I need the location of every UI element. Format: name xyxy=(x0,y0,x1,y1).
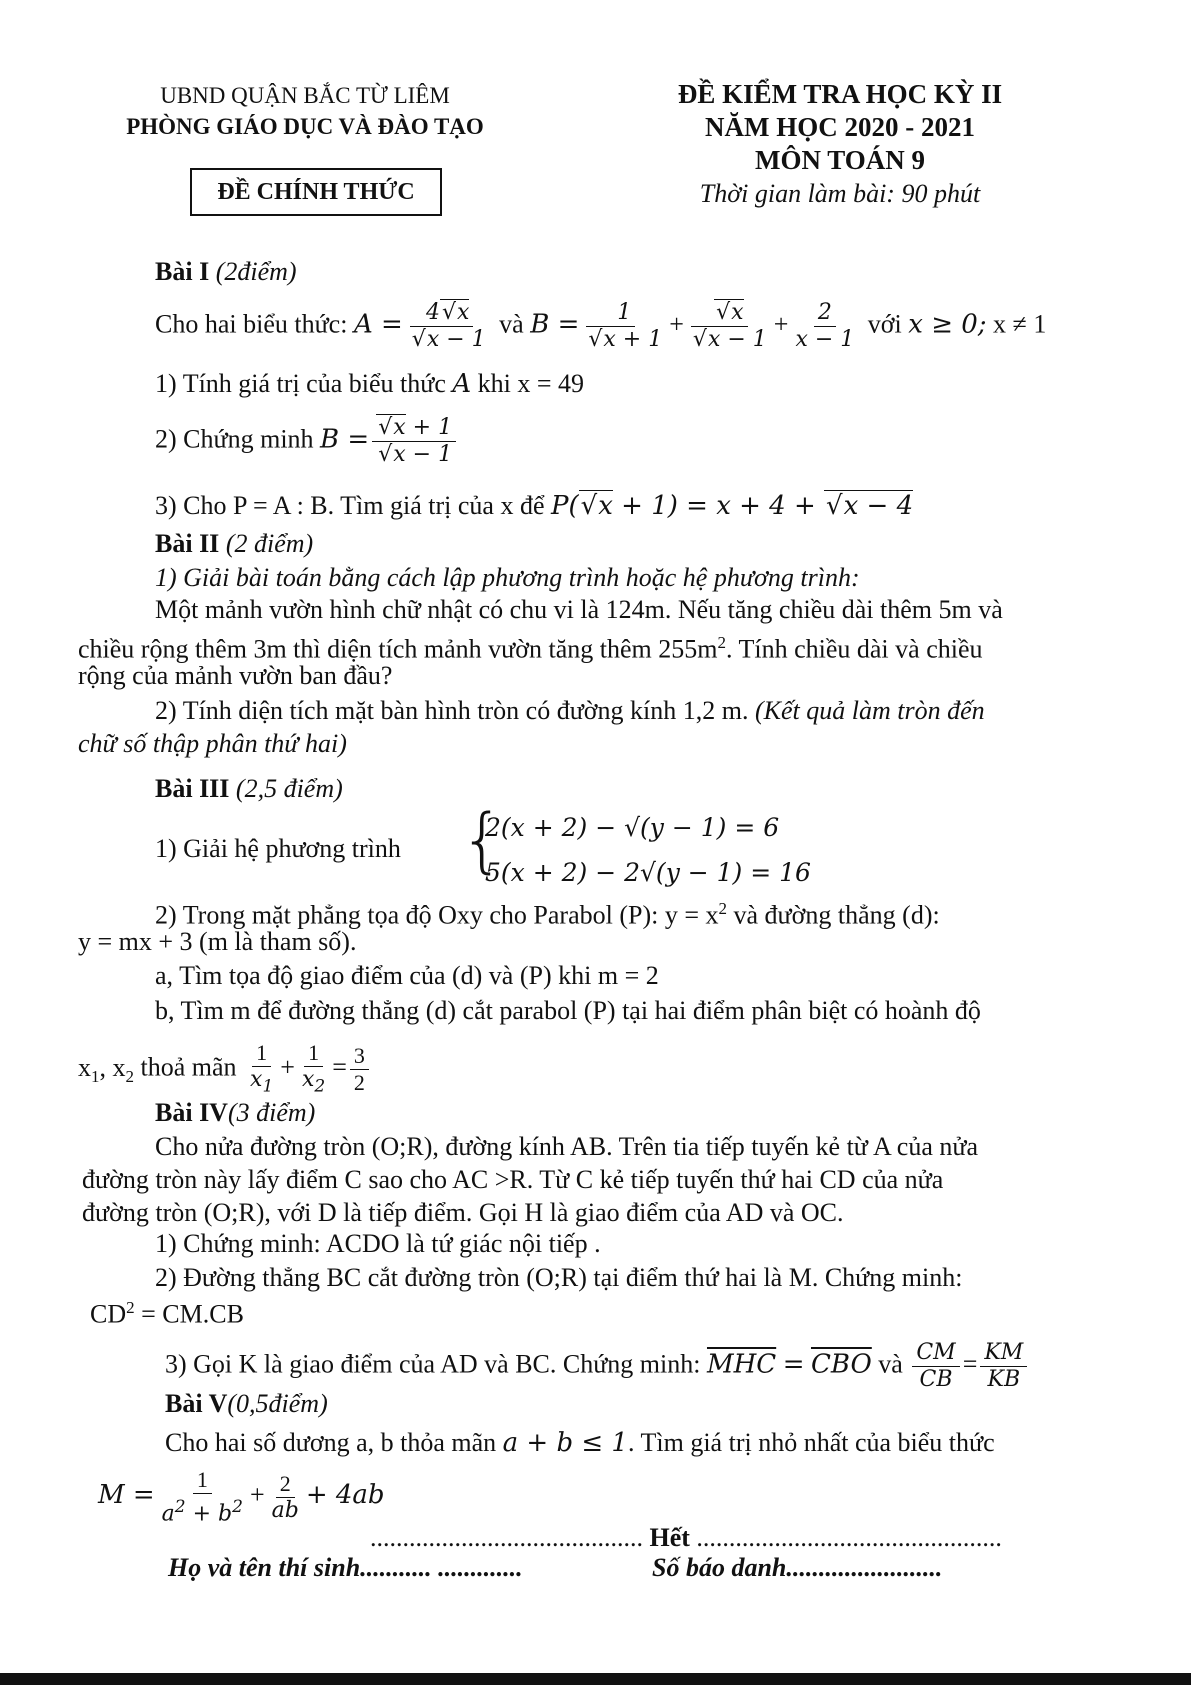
bai3-points: (2,5 điểm) xyxy=(235,774,343,803)
bai2-points: (2 điểm) xyxy=(225,529,314,558)
bai1-q3-text: 3) Cho P = A : B. Tìm giá trị của x để xyxy=(155,491,545,520)
candidate-id-line: Số báo danh........................ xyxy=(652,1553,943,1582)
bai1-q2: 2) Chứng minh B = √ x + 1 √ x − 1 xyxy=(155,415,459,468)
bai4-q2-eq: = CM.CB xyxy=(141,1299,244,1329)
bai4-and: và xyxy=(878,1349,903,1379)
end-label: Hết xyxy=(649,1523,690,1552)
bai4-q2-line2: $CD^2 = CM.CB$ xyxy=(90,1298,244,1329)
bai4-q3-text: 3) Gọi K là giao điểm của AD và BC. Chứng minh: xyxy=(165,1349,701,1379)
bai2-p1-line1: Một mảnh vườn hình chữ nhật có chu vi là 124m. Nếu tăng chiều dài thêm 5m và xyxy=(155,595,1003,624)
duration: Thời gian làm bài: 90 phút xyxy=(699,179,981,208)
bai2-p1-line2a: chiều rộng thêm 3m thì diện tích mảnh vườn tăng thêm 255m xyxy=(78,634,718,664)
bai3-q2: 2) Trong mặt phẳng tọa độ Oxy cho Parabol (P): $y = x^2$ và đường thẳng (d): xyxy=(155,899,940,930)
bai2-p1-line2: chiều rộng thêm 3m thì diện tích mảnh vườn tăng thêm $255m^2$. Tính chiều dài và chiều xyxy=(78,633,983,664)
header-left xyxy=(100,80,510,142)
district-name: UBND QUẬN BẮC TỪ LIÊM xyxy=(160,83,450,108)
bai1-q2-text: 2) Chứng minh xyxy=(155,424,314,454)
bai5-expression: M = $\frac{1}{a^2 + b^2}$ + $\frac{2}{ab}$ + 4ab xyxy=(98,1467,385,1527)
bai2-p2-text: 2) Tính diện tích mặt bàn hình tròn có đường kính 1,2 m. xyxy=(155,696,749,725)
bai3-q2-line2: y = mx + 3 (m là tham số). xyxy=(78,927,357,956)
bai2-title: Bài II xyxy=(155,529,220,558)
bai5-line1-text-b: . Tìm giá trị nhỏ nhất của biểu thức xyxy=(627,1428,995,1457)
bai1-title: Bài I xyxy=(155,257,210,286)
bai1-q1-text: 1) Tính giá trị của biểu thức xyxy=(155,369,446,398)
bai2-p1-line2b: . Tính chiều dài và chiều xyxy=(725,634,983,664)
end-line: .......................................... Hết ............................................... xyxy=(370,1523,1002,1552)
bai5-title: Bài V xyxy=(165,1389,228,1418)
bai3-qb: b, Tìm m để đường thẳng (d) cắt parabol (P) tại hai điểm phân biệt có hoành độ xyxy=(155,996,981,1025)
bai2-p2 xyxy=(155,695,985,727)
bai4-line2: đường tròn này lấy điểm C sao cho AC >R. Từ C kẻ tiếp tuyến thứ hai CD của nửa xyxy=(82,1165,944,1194)
system-brace: { xyxy=(460,799,505,881)
official-badge: ĐỀ CHÍNH THỨC xyxy=(190,168,442,216)
header-right xyxy=(630,78,1050,210)
bai4-title: Bài IV xyxy=(155,1098,228,1127)
bai3-q2-text: 2) Trong mặt phẳng tọa độ Oxy cho Parabol (P): y = x xyxy=(155,900,719,930)
bai3-title: Bài III xyxy=(155,774,230,803)
bai3-q1: 1) Giải hệ phương trình xyxy=(155,834,401,863)
candidate-name-label: Họ và tên thí sinh xyxy=(168,1553,361,1582)
bai3-qa: a, Tìm tọa độ giao điểm của (d) và (P) khi m = 2 xyxy=(155,961,659,990)
bai1-heading xyxy=(155,256,297,288)
school-year: NĂM HỌC 2020 - 2021 xyxy=(705,112,975,142)
bai5-line1: Cho hai số dương a, b thỏa mãn a + b ≤ 1. Tìm giá trị nhỏ nhất của biểu thức xyxy=(165,1428,995,1458)
exam-title: ĐỀ KIỂM TRA HỌC KỲ II xyxy=(677,79,1003,109)
bai4-q3: 3) Gọi K là giao điểm của AD và BC. Chứng minh: $\overline{MHC} = \overline{CBO}$ và $\frac{CM}{CB}$ = $\frac{KM}{KB}$ xyxy=(165,1340,1030,1393)
bai1-points: (2điểm) xyxy=(215,257,297,286)
candidate-name-line: Họ và tên thí sinh........... ............. xyxy=(168,1553,523,1582)
bai4-q1: 1) Chứng minh: ACDO là tứ giác nội tiếp . xyxy=(155,1229,601,1258)
bai1-cond: với xyxy=(867,309,902,339)
bai2-heading xyxy=(155,528,313,560)
bai1-intro: Cho hai biểu thức: A = 4 √ x √ x − 1 và B = 1 √ x + 1 + √ x √ x − 1 + $\frac{2}{x - 1}$ với x ≥ 0; x ≠ 1 xyxy=(155,300,1046,353)
bai4-q2: 2) Đường thẳng BC cắt đường tròn (O;R) tại điểm thứ hai là M. Chứng minh: xyxy=(155,1263,963,1292)
bai2-p2-note: (Kết quả làm tròn đến xyxy=(755,696,985,725)
bai2-p1-line3: rộng của mảnh vườn ban đầu? xyxy=(78,661,393,690)
bai3-qb-cond: thoả mãn xyxy=(140,1052,237,1082)
bai4-points: (3 điểm) xyxy=(227,1098,316,1127)
bai4-line1: Cho nửa đường tròn (O;R), đường kính AB. Trên tia tiếp tuyến kẻ từ A của nửa xyxy=(155,1132,979,1161)
bai4-heading xyxy=(155,1097,315,1129)
bai2-p2-note2: chữ số thập phân thứ hai) xyxy=(78,729,347,758)
bai1-and: và xyxy=(499,309,524,339)
bai1-q3: 3) Cho P = A : B. Tìm giá trị của x để P( √ x + 1) = x + 4 + √ x − 4 xyxy=(155,490,913,522)
bai3-q2-text-b: và đường thẳng (d): xyxy=(733,900,940,930)
bai5-line1-text: Cho hai số dương a, b thỏa mãn xyxy=(165,1428,497,1457)
bai5-heading xyxy=(165,1388,328,1420)
system-eq2: 5(x + 2) − 2√(y − 1) = 16 xyxy=(485,858,811,887)
bai1-q1: 1) Tính giá trị của biểu thức A khi x = 49 xyxy=(155,369,585,399)
bai5-points: (0,5điểm) xyxy=(227,1389,328,1418)
bai4-line3: đường tròn (O;R), với D là tiếp điểm. Gọi H là giao điểm của AD và OC. xyxy=(82,1198,844,1227)
subject: MÔN TOÁN 9 xyxy=(754,145,925,175)
bai1-q1-cond: khi x = 49 xyxy=(477,369,585,398)
bai3-qb-line2: $x_1$, $x_2$ thoả mãn $\frac{1}{x_1}$ + $\frac{1}{x_2}$ = $\frac{3}{2}$ xyxy=(78,1040,372,1099)
bai3-heading xyxy=(155,773,343,805)
department-name: PHÒNG GIÁO DỤC VÀ ĐÀO TẠO xyxy=(126,114,484,139)
system-eq1: 2(x + 2) − √(y − 1) = 6 xyxy=(485,813,780,842)
candidate-id-label: Số báo danh xyxy=(652,1553,787,1582)
bai2-p1: 1) Giải bài toán bằng cách lập phương trình hoặc hệ phương trình: xyxy=(155,563,860,592)
bai1-intro-text: Cho hai biểu thức: xyxy=(155,309,348,339)
scan-edge xyxy=(0,1673,1191,1685)
